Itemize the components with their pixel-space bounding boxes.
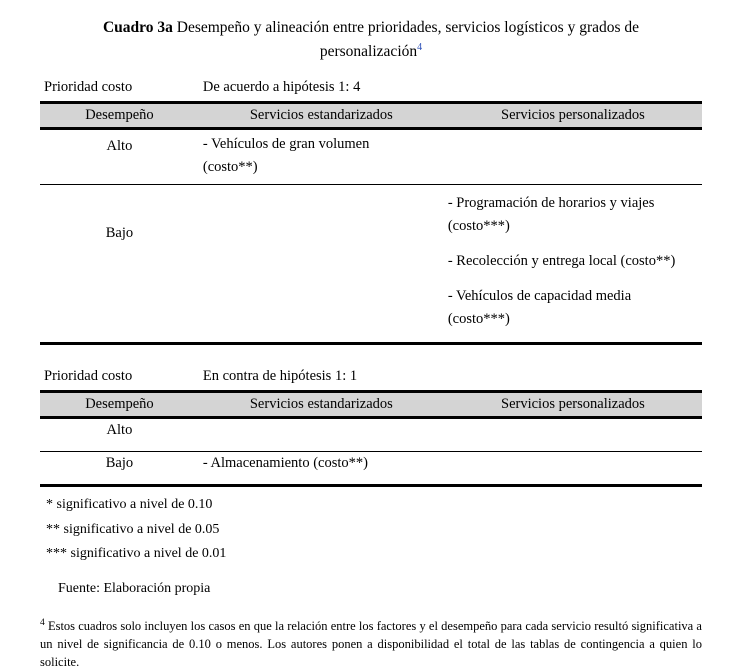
caption-spacer	[40, 64, 702, 76]
table-1-header-standard: Servicios estandarizados	[199, 103, 444, 129]
table-1-row-2-standard	[199, 185, 444, 344]
table-1-header-custom: Servicios personalizados	[444, 103, 702, 129]
table-1	[40, 76, 702, 345]
table-2-header-row	[40, 392, 702, 418]
table-row	[40, 185, 702, 344]
footnote-text: Estos cuadros solo incluyen los casos en que la relación entre los factores y el desempeño para cada servicio resultó significativa a un nivel de significancia de 0.10 o menos. Los autores ponen a disponibilidad el total de las tablas de contingencia a quien lo solicite.	[40, 618, 702, 669]
footnote-marker: 4	[40, 617, 45, 628]
table-2-row-1-performance: Alto	[40, 418, 199, 452]
table-1-row-2-custom-line-5: (costo***)	[447, 311, 510, 328]
table-1-row-2-custom-line-3: - Recolección y entrega local (costo**)	[447, 253, 676, 270]
table-1-row-1-standard-line-2: (costo**)	[202, 159, 258, 176]
source-line: Fuente: Elaboración propia	[58, 580, 211, 596]
table-2	[40, 365, 702, 487]
table-2-priority-label: Prioridad costo	[44, 368, 133, 385]
table-2-row-2-standard: - Almacenamiento (costo**)	[199, 452, 444, 486]
table-1-priority-row	[40, 76, 702, 103]
table-1-priority-value: De acuerdo a hipótesis 1: 4	[202, 79, 361, 96]
table-caption	[64, 16, 678, 64]
table-row	[40, 452, 702, 486]
table-2-row-1-custom	[444, 418, 702, 452]
caption-label: Cuadro 3a	[102, 19, 173, 36]
significance-note-1: * significativo a nivel de 0.10	[46, 497, 213, 513]
page-footnote	[40, 617, 702, 671]
table-2-priority-value: En contra de hipótesis 1: 1	[202, 368, 358, 385]
table-2-header-performance: Desempeño	[40, 392, 199, 418]
table-row	[40, 418, 702, 452]
table-2-header-standard: Servicios estandarizados	[199, 392, 444, 418]
significance-note-2: ** significativo a nivel de 0.05	[46, 521, 220, 537]
table-2-row-2-performance: Bajo	[40, 452, 199, 486]
table-1-header-row	[40, 103, 702, 129]
table-1-header-performance: Desempeño	[40, 103, 199, 129]
caption-text: Desempeño y alineación entre prioridades, servicios logísticos y grados de personalización	[172, 19, 640, 61]
table-1-row-1-performance: Alto	[106, 138, 133, 155]
table-1-row-2-custom	[444, 185, 702, 344]
caption-footnote-marker: 4	[417, 41, 423, 53]
table-1-row-2-performance: Bajo	[40, 185, 199, 344]
table-1-row-1-custom	[444, 129, 702, 185]
tables-spacer	[40, 345, 702, 365]
table-1-priority-label: Prioridad costo	[44, 79, 133, 96]
significance-note-3: *** significativo a nivel de 0.01	[46, 546, 227, 562]
table-1-row-2-custom-line-1: - Programación de horarios y viajes	[447, 195, 655, 212]
significance-notes	[40, 493, 702, 567]
table-1-row-2-custom-line-4: - Vehículos de capacidad media	[447, 288, 632, 305]
table-2-row-2-custom	[444, 452, 702, 486]
table-row	[40, 129, 702, 185]
table-1-row-2-custom-line-2: (costo***)	[447, 218, 510, 235]
table-1-row-1-standard-line-1: - Vehículos de gran volumen	[202, 136, 370, 153]
table-2-priority-row	[40, 365, 702, 392]
table-1-row-1-standard	[199, 129, 444, 185]
table-2-header-custom: Servicios personalizados	[444, 392, 702, 418]
table-2-row-1-standard	[199, 418, 444, 452]
